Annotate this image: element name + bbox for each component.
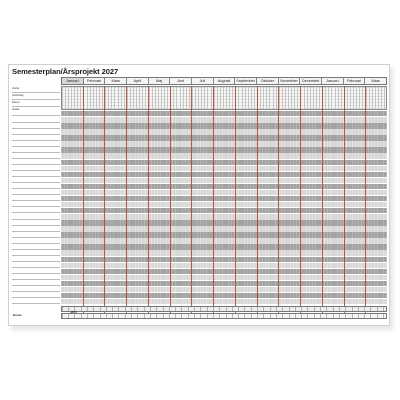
planner-row (12, 184, 387, 189)
month-label: November (279, 78, 301, 84)
month-label: September (235, 78, 257, 84)
planner-row (12, 135, 387, 140)
planner-row (12, 257, 387, 262)
planner-row (12, 281, 387, 286)
row-day-cells (61, 275, 387, 280)
month-divider-line (213, 86, 214, 314)
month-label: Januari (322, 78, 344, 84)
month-label: Juni (170, 78, 192, 84)
month-divider-line (104, 86, 105, 314)
row-day-cells (61, 293, 387, 298)
planner-row (12, 178, 387, 183)
planner-row (12, 190, 387, 195)
header-labels (12, 86, 60, 114)
month-divider-line (170, 86, 171, 314)
month-label: Mars (371, 79, 380, 83)
planner-row (12, 226, 387, 231)
row-name-cell (12, 269, 60, 274)
row-day-cells (61, 269, 387, 274)
row-day-cells (61, 135, 387, 140)
planner-row (12, 299, 387, 304)
month-divider-line (365, 86, 366, 314)
row-day-cells (61, 111, 387, 116)
row-name-cell (12, 250, 60, 255)
planner-sheet (8, 64, 390, 326)
row-name-cell (12, 166, 60, 171)
planner-row (12, 275, 387, 280)
planner-row (12, 196, 387, 201)
row-name-cell (12, 141, 60, 146)
header-label: Veckodag (12, 93, 60, 100)
row-name-cell (12, 220, 60, 225)
planner-row (12, 269, 387, 274)
month-label: Mars (105, 78, 127, 84)
month-label: Augusti (214, 78, 236, 84)
planner-row (12, 214, 387, 219)
row-day-cells (61, 226, 387, 231)
row-name-cell (12, 257, 60, 262)
planner-row (12, 232, 387, 237)
day-grid-header (61, 86, 387, 110)
row-day-cells (61, 172, 387, 177)
row-name-cell (12, 208, 60, 213)
row-name-cell (12, 238, 60, 243)
planner-row (12, 123, 387, 128)
month-label: December (300, 78, 322, 84)
row-day-cells (61, 160, 387, 165)
row-day-cells (61, 129, 387, 134)
planner-row (12, 166, 387, 171)
planner-row (12, 220, 387, 225)
row-name-cell (12, 190, 60, 195)
month-divider-line (322, 86, 323, 314)
row-day-cells (61, 178, 387, 183)
month-divider-line (148, 86, 149, 314)
planner-row (12, 172, 387, 177)
month-divider-line (300, 86, 301, 314)
month-label: Oktober (257, 78, 279, 84)
row-name-cell (12, 287, 60, 292)
month-header (61, 77, 387, 85)
week-number-strip (61, 306, 387, 312)
row-name-cell (12, 135, 60, 140)
row-day-cells (61, 287, 387, 292)
planner-row (12, 202, 387, 207)
planner-title: Semesterplan/Årsprojekt 2027 (12, 67, 119, 76)
row-day-cells (61, 147, 387, 152)
planner-row (12, 208, 387, 213)
row-day-cells (61, 166, 387, 171)
row-name-cell (12, 202, 60, 207)
row-day-cells (61, 117, 387, 122)
month-divider-line (344, 86, 345, 314)
row-day-cells (61, 214, 387, 219)
row-name-cell (12, 196, 60, 201)
month-divider-line (126, 86, 127, 314)
row-name-cell (12, 172, 60, 177)
row-name-cell (12, 147, 60, 152)
row-day-cells (61, 263, 387, 268)
row-day-cells (61, 220, 387, 225)
month-divider-line (235, 86, 236, 314)
planner-row (12, 244, 387, 249)
month-divider-line (83, 86, 84, 314)
planner-rows (12, 111, 387, 305)
row-day-cells (61, 190, 387, 195)
brand-logo: Burde (13, 313, 22, 317)
row-name-cell (12, 299, 60, 304)
month-divider-line (191, 86, 192, 314)
row-name-cell (12, 275, 60, 280)
row-day-cells (61, 238, 387, 243)
row-day-cells (61, 281, 387, 286)
planner-row (12, 250, 387, 255)
month-label: Februari (84, 78, 106, 84)
row-day-cells (61, 123, 387, 128)
header-label: Vecka (12, 86, 60, 93)
planner-row (12, 147, 387, 152)
planner-row (12, 153, 387, 158)
header-label: Vecka (12, 107, 60, 114)
month-label: Maj (149, 78, 171, 84)
planner-row (12, 287, 387, 292)
planner-row (12, 111, 387, 116)
planner-row (12, 160, 387, 165)
row-name-cell (12, 293, 60, 298)
row-day-cells (61, 257, 387, 262)
planner-row (12, 141, 387, 146)
row-name-cell (12, 160, 60, 165)
row-name-cell (12, 281, 60, 286)
row-day-cells (61, 232, 387, 237)
month-label: April (127, 78, 149, 84)
week-number-strip-bottom (61, 313, 387, 319)
row-name-cell (12, 232, 60, 237)
row-name-cell (12, 178, 60, 183)
month-label: Januari (62, 78, 84, 84)
row-name-cell (12, 263, 60, 268)
planner-row (12, 263, 387, 268)
row-name-cell (12, 129, 60, 134)
planner-footer (12, 306, 387, 320)
planner-row (12, 129, 387, 134)
planner-row (12, 238, 387, 243)
row-name-cell (12, 184, 60, 189)
month-divider-line (278, 86, 279, 314)
row-day-cells (61, 184, 387, 189)
planner-row (12, 293, 387, 298)
month-divider-line (257, 86, 258, 314)
row-day-cells (61, 196, 387, 201)
row-name-cell (12, 111, 60, 116)
row-name-cell (12, 214, 60, 219)
month-label: Februari (344, 78, 366, 84)
row-day-cells (61, 299, 387, 304)
row-name-cell (12, 244, 60, 249)
header-label: Datum (12, 100, 60, 107)
row-name-cell (12, 153, 60, 158)
row-day-cells (61, 244, 387, 249)
row-day-cells (61, 208, 387, 213)
row-day-cells (61, 250, 387, 255)
planner-row (12, 117, 387, 122)
row-day-cells (61, 153, 387, 158)
row-name-cell (12, 117, 60, 122)
row-name-cell (12, 226, 60, 231)
product-code: 4850 (70, 310, 77, 314)
row-day-cells (61, 141, 387, 146)
row-day-cells (61, 202, 387, 207)
month-label: Juli (192, 78, 214, 84)
row-name-cell (12, 123, 60, 128)
